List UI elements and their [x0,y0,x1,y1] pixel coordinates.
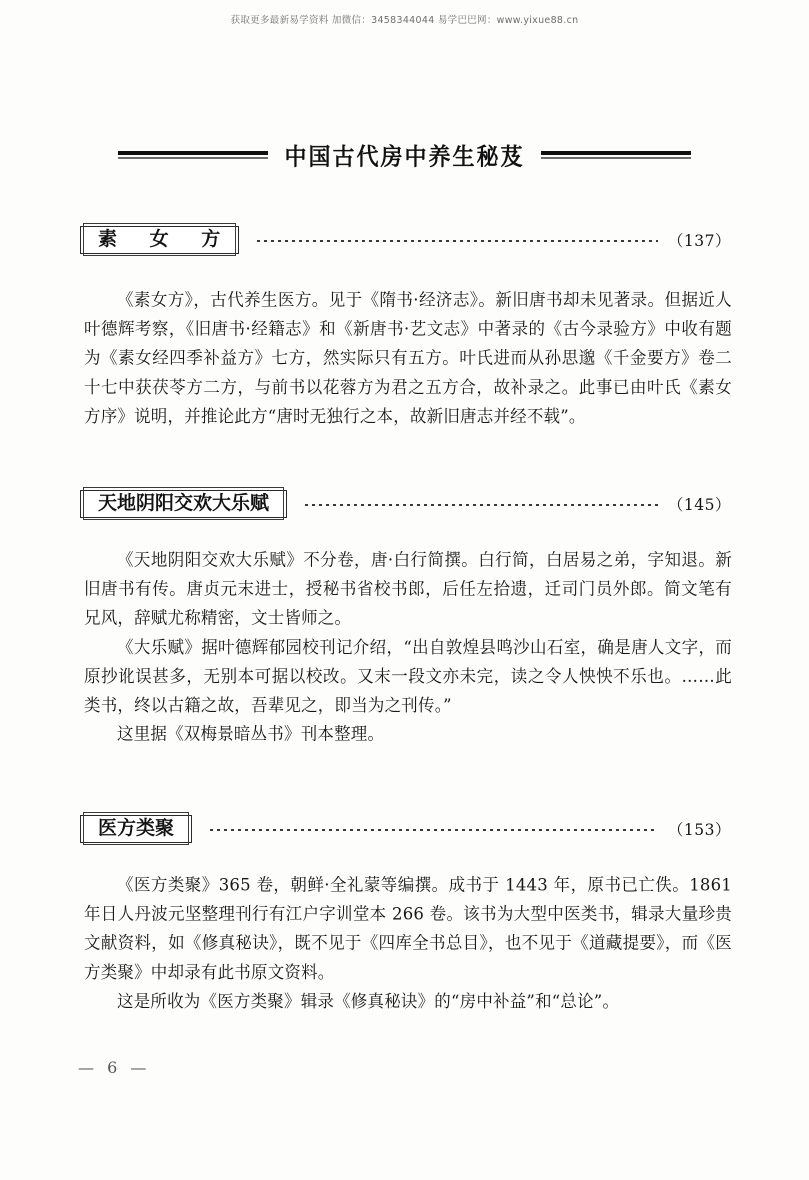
toc-entry-yi-fang-lei-ju[interactable] [80,815,731,843]
dot-leader [208,822,658,836]
section-heading-box [80,815,192,843]
dot-leader [303,497,658,511]
paragraph: 《天地阴阳交欢大乐赋》不分卷，唐·白行简撰。白行简，白居易之弟，字知退。新旧唐书有传。唐贞元末进士，授秘书省校书郎，后任左拾遗，迁司门员外郎。简文笔有兄风，辞赋尤称精密，文士皆师之。 [84,550,732,628]
paragraph: 《大乐赋》据叶德辉郁园校刊记介绍，“出自敦煌县鸣沙山石室，确是唐人文字，而原抄讹误甚多，无别本可据以校改。又末一段文亦未完，读之令人怏怏不乐也。……此类书，终以古籍之故，吾辈见之，即当为之刊传。” [84,637,732,715]
rule-left [118,151,268,160]
page-folio: — 6 — [78,1058,151,1077]
paragraph: 《素女方》，古代养生医方。见于《隋书·经济志》。新旧唐书却未见著录。但据近人叶德辉考察，《旧唐书·经籍志》和《新唐书·艺文志》中著录的《古今录验方》中收有题为《素女经四季补益方》七方，然实际只有五方。叶氏进而从孙思邈《千金要方》卷二十七中获茯苓方二方，与前书以花蓉方为君之五方合，故补录之。此事已由叶氏《素女方序》说明，并推论此方“唐时无独行之本，故新旧唐志并经不载”。 [84,290,732,426]
toc-page-number: （153） [667,820,731,839]
page-title: 中国古代房中养生秘芨 [284,143,525,171]
advertisement-banner: 获取更多最新易学资料 加微信：3458344044 易学巴巴网：www.yixue88.cn [230,15,579,26]
paragraph: 《医方类聚》365 卷，朝鲜·全礼蒙等编撰。成书于 1443 年，原书已亡佚。1861 年日人丹波元坚整理刊行有江户字训堂本 266 卷。该书为大型中医类书，辑录大量珍贵文献资料，如《修真秘诀》，既不见于《四库全书总目》，也不见于《道藏提要》，而《医方类聚》中却录有此书原文资料。 [84,875,732,982]
paragraph: 这是所收为《医方类聚》辑录《修真秘诀》的“房中补益”和“总论”。 [117,991,620,1011]
section-heading-label: 天地阴阳交欢大乐赋 [83,487,284,520]
section-body-yi-fang-lei-ju [84,871,732,1016]
dot-leader [255,233,658,247]
running-head [78,140,731,171]
rule-right [541,151,691,160]
toc-entry-da-le-fu[interactable] [80,490,731,518]
section-body-da-le-fu [84,546,732,749]
section-heading-label: 素 女 方 [83,223,236,256]
toc-page-number: （145） [667,495,731,514]
section-heading-box [80,226,239,254]
toc-page-number: （137） [667,231,731,250]
section-body-su-nv-fang [84,286,732,431]
section-heading-box [80,490,287,518]
section-heading-label: 医方类聚 [83,812,189,845]
paragraph: 这里据《双梅景暗丛书》刊本整理。 [117,724,385,744]
toc-entry-su-nv-fang[interactable] [80,226,731,254]
